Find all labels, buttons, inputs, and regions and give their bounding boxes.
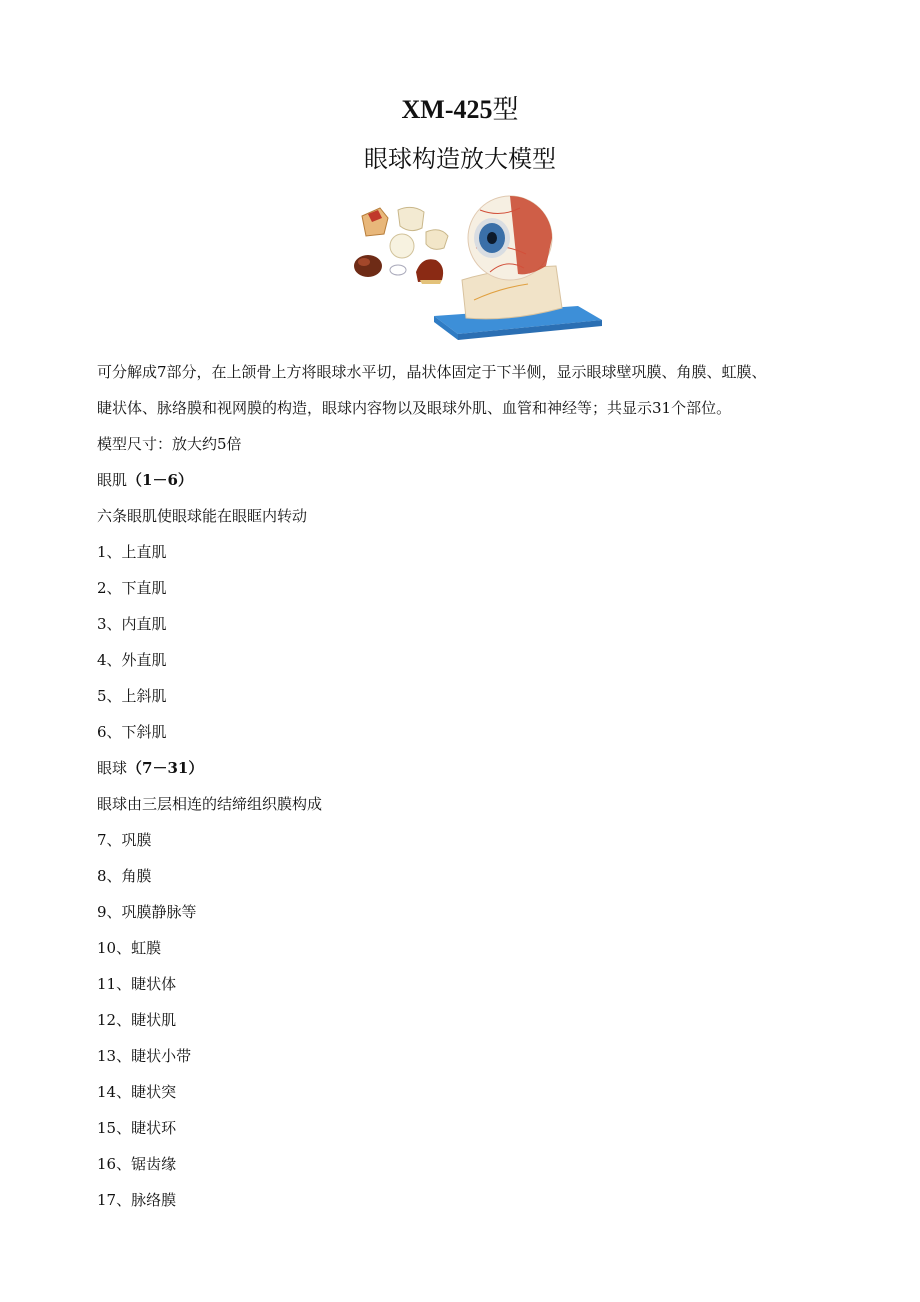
model-size: 模型尺寸：放大约5倍 bbox=[97, 435, 242, 453]
section-intro-muscles: 六条眼肌使眼球能在眼眶内转动 bbox=[97, 507, 308, 525]
list-item: 1、上直肌 bbox=[97, 543, 167, 561]
section-range-muscles: （1－6） bbox=[127, 471, 193, 489]
section-heading-eyeball bbox=[97, 758, 203, 778]
list-item: 17、脉络膜 bbox=[97, 1191, 177, 1209]
eyeball bbox=[468, 196, 552, 280]
list-item: 9、巩膜静脉等 bbox=[97, 903, 197, 921]
list-item: 14、睫状突 bbox=[97, 1083, 177, 1101]
list-item: 4、外直肌 bbox=[97, 651, 167, 669]
parts-cluster bbox=[354, 207, 448, 284]
list-item: 6、下斜肌 bbox=[97, 723, 167, 741]
list-item: 2、下直肌 bbox=[97, 579, 167, 597]
section-heading-muscles-text: 眼肌 bbox=[97, 471, 128, 489]
eye-model-photo-icon bbox=[350, 188, 610, 346]
list-item: 5、上斜肌 bbox=[97, 687, 167, 705]
list-item: 16、锯齿缘 bbox=[97, 1155, 177, 1173]
description-line-2: 睫状体、脉络膜和视网膜的构造，眼球内容物以及眼球外肌、血管和神经等；共显示31个部位。 bbox=[97, 399, 732, 417]
list-item: 7、巩膜 bbox=[97, 831, 152, 849]
model-code-title bbox=[0, 94, 920, 126]
list-item: 8、角膜 bbox=[97, 867, 152, 885]
list-item: 12、睫状肌 bbox=[97, 1011, 177, 1029]
list-item: 10、虹膜 bbox=[97, 939, 162, 957]
list-item: 11、睫状体 bbox=[97, 975, 177, 993]
model-suffix: 型 bbox=[492, 95, 519, 125]
section-heading-muscles bbox=[97, 470, 193, 490]
list-item: 3、内直肌 bbox=[97, 615, 167, 633]
section-range-eyeball: （7－31） bbox=[127, 759, 204, 777]
model-code: XM-425 bbox=[401, 95, 493, 124]
page-title: 眼球构造放大模型 bbox=[364, 145, 556, 173]
list-item: 15、睫状环 bbox=[97, 1119, 177, 1137]
section-intro-eyeball: 眼球由三层相连的结缔组织膜构成 bbox=[97, 795, 323, 813]
description-line-1: 可分解成7部分，在上颌骨上方将眼球水平切，晶状体固定于下半侧，显示眼球壁巩膜、角膜、虹膜、 bbox=[97, 363, 767, 381]
list-item: 13、睫状小带 bbox=[97, 1047, 192, 1065]
section-heading-eyeball-text: 眼球 bbox=[97, 759, 128, 777]
